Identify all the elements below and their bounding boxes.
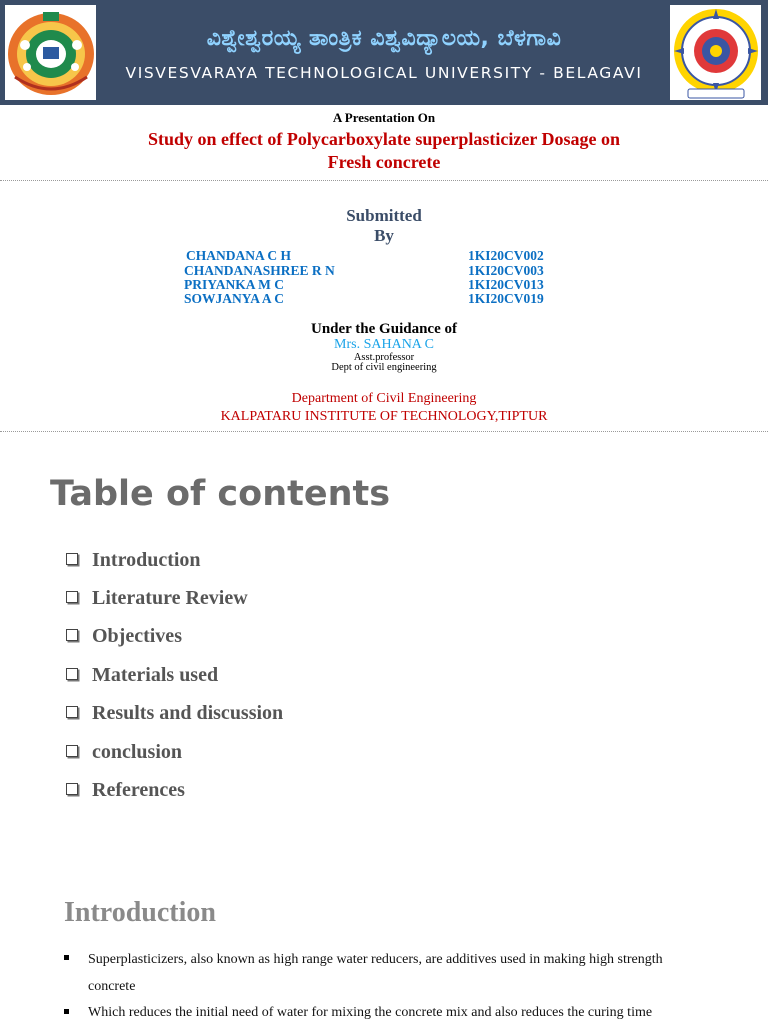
institute-name: KALPATARU INSTITUTE OF TECHNOLOGY,TIPTUR xyxy=(220,409,548,424)
student-name: CHANDANASHREE R N xyxy=(184,263,335,278)
student-name: CHANDANA C H xyxy=(186,248,292,263)
guide-department: Dept of civil engineering xyxy=(331,362,437,373)
bullet-text: Which reduces the initial need of water for mixing the concrete mix and also reduces the curing time xyxy=(88,1005,653,1020)
square-bullet-icon xyxy=(64,955,69,960)
toc-item-label: References xyxy=(92,779,185,801)
university-name-kannada: ವಿಶ್ವೇಶ್ವರಯ್ಯ ತಾಂತ್ರಿಕ ವಿಶ್ವವಿದ್ಯಾಲಯ, ಬೆಳಗಾವಿ xyxy=(206,26,562,51)
guidance-heading: Under the Guidance of xyxy=(311,321,457,337)
checkbox-bullet-icon xyxy=(66,629,78,641)
checkbox-bullet-icon xyxy=(66,591,78,603)
student-name: PRIYANKA M C xyxy=(184,277,285,292)
bullet-text: Superplasticizers, also known as high range water reducers, are additives used in making high strength concrete xyxy=(88,952,663,994)
square-bullet-icon xyxy=(64,1009,69,1014)
vtu-emblem-icon xyxy=(5,5,96,100)
submitted-by xyxy=(0,206,768,246)
student-usn: 1KI20CV002 xyxy=(468,248,544,263)
section-divider xyxy=(0,431,768,432)
kit-emblem-icon xyxy=(670,5,761,100)
checkbox-bullet-icon xyxy=(66,783,78,795)
checkbox-bullet-icon xyxy=(66,553,78,565)
title-line: Study on effect of Polycarboxylate superplasticizer Dosage on xyxy=(147,129,621,149)
university-banner xyxy=(0,0,768,105)
toc-item-label: Introduction xyxy=(92,549,201,571)
section-divider xyxy=(0,180,768,181)
student-usn: 1KI20CV003 xyxy=(468,263,544,278)
toc-item-label: conclusion xyxy=(92,741,183,763)
vtu-logo xyxy=(5,5,96,100)
university-name-english: VISVESVARAYA TECHNOLOGICAL UNIVERSITY - BELAGAVI xyxy=(125,64,643,82)
student-name: SOWJANYA A C xyxy=(184,291,285,306)
student-usn: 1KI20CV019 xyxy=(468,291,544,306)
toc-item-label: Objectives xyxy=(92,625,182,647)
toc-item-label: Materials used xyxy=(92,664,219,686)
checkbox-bullet-icon xyxy=(66,668,78,680)
kit-logo xyxy=(670,5,761,100)
checkbox-bullet-icon xyxy=(66,745,78,757)
introduction-heading: Introduction xyxy=(64,897,216,928)
submitted-line: By xyxy=(374,226,394,245)
presentation-intro: A Presentation On xyxy=(332,110,436,125)
guide-role: Asst.professor xyxy=(353,352,415,363)
presentation-title xyxy=(0,128,768,174)
checkbox-bullet-icon xyxy=(66,706,78,718)
toc-title: Table of contents xyxy=(50,474,391,514)
toc-item-label: Literature Review xyxy=(92,587,248,609)
submitted-line: Submitted xyxy=(346,206,422,225)
title-line: Fresh concrete xyxy=(327,152,441,172)
toc-item-label: Results and discussion xyxy=(92,702,284,724)
guide-name: Mrs. SAHANA C xyxy=(334,337,434,352)
student-usn: 1KI20CV013 xyxy=(468,277,544,292)
department-name: Department of Civil Engineering xyxy=(291,391,477,406)
